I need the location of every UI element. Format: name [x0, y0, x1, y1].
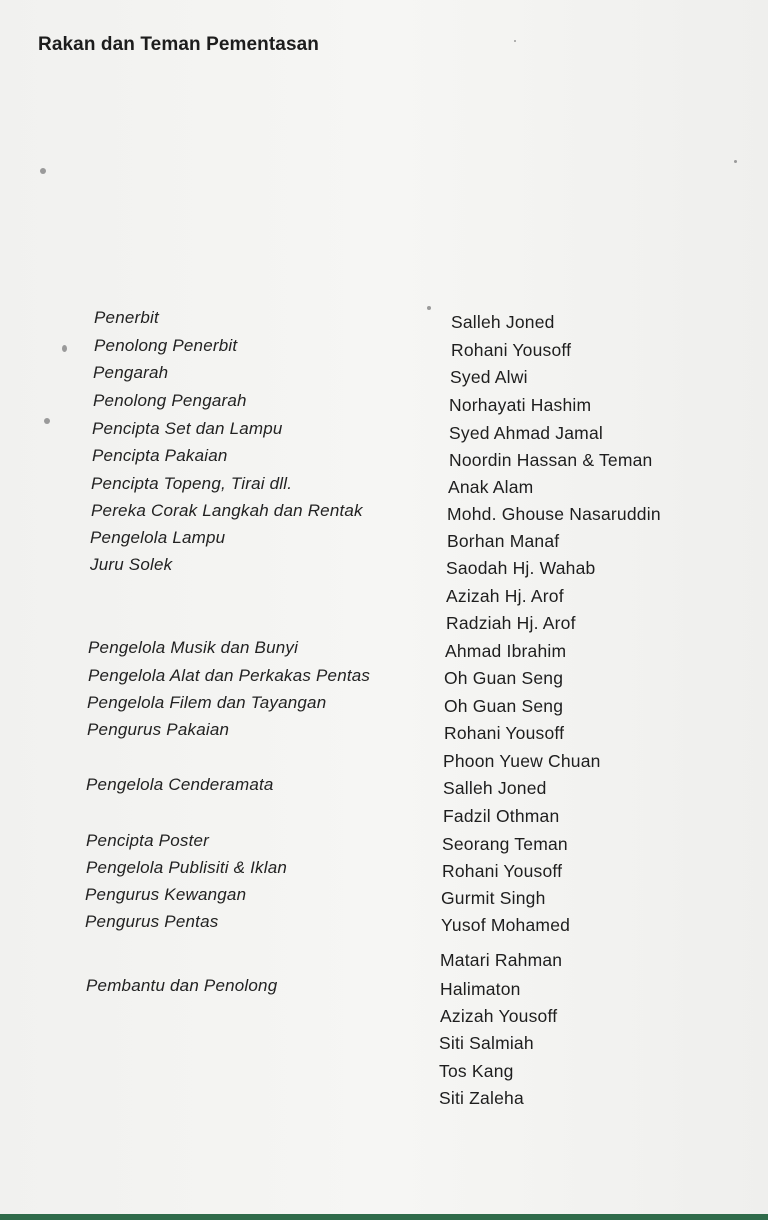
credit-name: Tos Kang: [439, 1061, 514, 1081]
credit-name: Yusof Mohamed: [441, 915, 571, 935]
credit-name: Azizah Yousoff: [440, 1006, 558, 1026]
credit-role: Pengurus Pakaian: [87, 720, 230, 739]
scan-speck: [40, 168, 46, 174]
credit-role: Pencipta Topeng, Tirai dll.: [91, 474, 293, 493]
credit-name: Siti Zaleha: [439, 1088, 524, 1108]
credit-role: Pencipta Poster: [86, 831, 210, 850]
scan-speck: [62, 345, 67, 352]
credit-role: Pengelola Filem dan Tayangan: [87, 693, 327, 712]
credit-name: Rohani Yousoff: [444, 723, 565, 743]
credit-name: Halimaton: [440, 979, 521, 999]
credit-name: Norhayati Hashim: [449, 395, 592, 415]
credit-name: Radziah Hj. Arof: [446, 613, 576, 633]
credit-role: Pengelola Musik dan Bunyi: [88, 638, 299, 657]
credit-name: Ahmad Ibrahim: [445, 641, 567, 661]
credit-name: Mohd. Ghouse Nasaruddin: [447, 504, 661, 524]
credit-role: Pencipta Pakaian: [92, 446, 228, 465]
credit-role: Juru Solek: [90, 555, 173, 574]
credit-name: Azizah Hj. Arof: [446, 586, 564, 606]
credit-role: Penolong Pengarah: [93, 391, 247, 410]
scan-speck: [514, 40, 516, 42]
credit-name: Phoon Yuew Chuan: [443, 751, 601, 771]
credit-name: Gurmit Singh: [441, 888, 546, 908]
scan-speck: [427, 306, 431, 310]
credit-role: Pengarah: [93, 363, 169, 382]
credit-name: Borhan Manaf: [447, 531, 560, 551]
credit-name: Rohani Yousoff: [442, 861, 563, 881]
credit-role: Penolong Penerbit: [94, 336, 238, 355]
credit-name: Noordin Hassan & Teman: [449, 450, 653, 470]
credit-name: Rohani Yousoff: [451, 340, 572, 360]
credit-role: Pengurus Pentas: [85, 912, 219, 931]
credit-name: Saodah Hj. Wahab: [446, 558, 596, 578]
page-title: Rakan dan Teman Pementasan: [38, 34, 320, 55]
credit-name: Oh Guan Seng: [444, 696, 564, 716]
credit-name: Anak Alam: [448, 477, 534, 497]
credit-role: Pengelola Alat dan Perkakas Pentas: [88, 666, 371, 685]
credit-role: Pembantu dan Penolong: [86, 976, 278, 995]
credit-role: Pengelola Lampu: [90, 528, 226, 547]
credit-role: Pereka Corak Langkah dan Rentak: [91, 501, 363, 520]
credit-name: Salleh Joned: [451, 312, 555, 332]
credit-role: Pengurus Kewangan: [85, 885, 247, 904]
credit-name: Syed Alwi: [450, 367, 528, 387]
credit-name: Fadzil Othman: [443, 806, 560, 826]
credit-name: Syed Ahmad Jamal: [449, 423, 603, 443]
credit-name: Salleh Joned: [443, 778, 547, 798]
credit-role: Penerbit: [94, 308, 159, 327]
scan-speck: [44, 418, 50, 424]
credit-role: Pencipta Set dan Lampu: [92, 419, 283, 438]
credit-role: Pengelola Cenderamata: [86, 775, 274, 794]
credit-name: Matari Rahman: [440, 950, 563, 970]
credit-name: Oh Guan Seng: [444, 668, 564, 688]
credit-role: Pengelola Publisiti & Iklan: [86, 858, 288, 877]
scan-edge-band: [0, 1214, 768, 1220]
scan-speck: [734, 160, 737, 163]
credit-name: Seorang Teman: [442, 834, 568, 854]
credit-name: Siti Salmiah: [439, 1033, 534, 1053]
